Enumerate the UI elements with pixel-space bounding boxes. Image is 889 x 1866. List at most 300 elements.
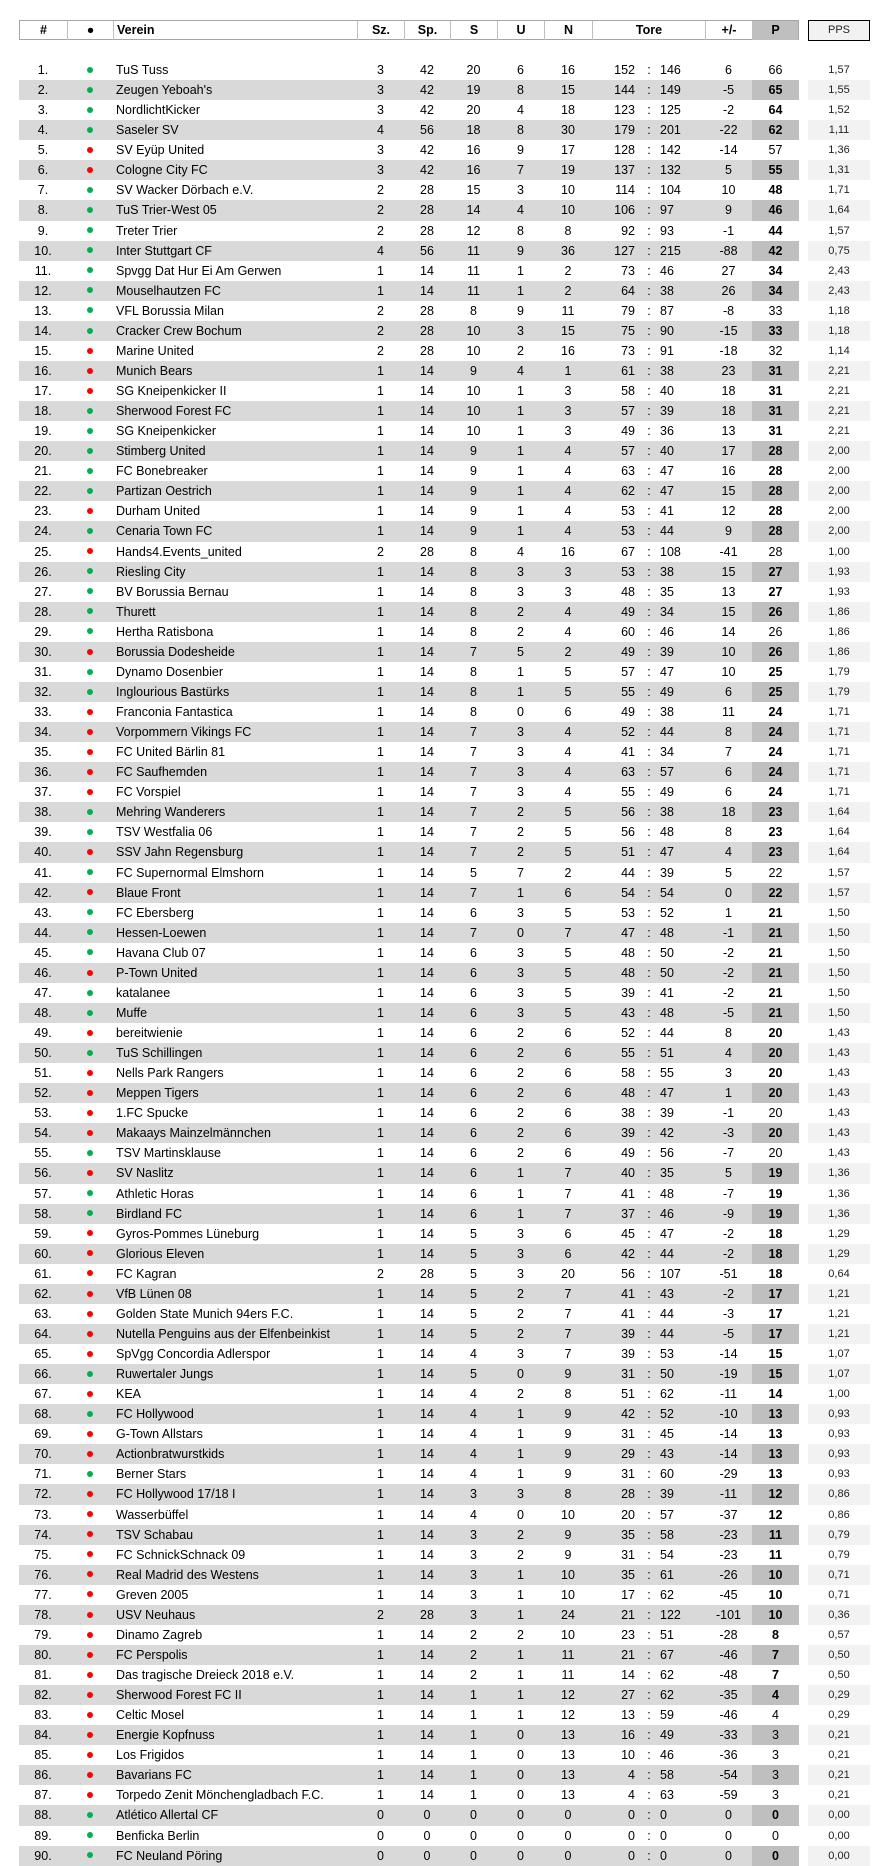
club-name-cell[interactable]: katalanee	[116, 985, 171, 1000]
goals-against-cell: 39	[660, 1487, 674, 1502]
status-cell	[67, 1184, 113, 1204]
pps-cell: 0,50	[828, 1669, 850, 1681]
table-row[interactable]	[0, 923, 889, 943]
table-row[interactable]	[0, 943, 889, 963]
pps-cell: 1,52	[828, 104, 850, 117]
status-cell	[67, 381, 113, 401]
club-name-cell[interactable]: Hessen-Loewen	[116, 925, 207, 940]
draws-cell: 3	[517, 725, 524, 740]
goals-against-cell: 62	[660, 1688, 674, 1703]
table-row[interactable]	[0, 301, 889, 321]
games-cell: 14	[420, 885, 434, 900]
goal-diff-cell: 8	[725, 825, 732, 840]
status-cell	[67, 983, 113, 1003]
games-cell: 14	[420, 1728, 434, 1743]
table-row[interactable]	[0, 1184, 889, 1204]
points-cell: 11	[768, 1527, 783, 1542]
wins-cell: 9	[470, 484, 477, 499]
table-row[interactable]	[0, 1785, 889, 1805]
club-name-cell[interactable]: FC Ebersberg	[116, 905, 194, 920]
status-dot-red-icon	[87, 1752, 93, 1758]
table-row[interactable]	[0, 1585, 889, 1605]
club-name-cell[interactable]: Los Frigidos	[116, 1748, 185, 1763]
club-name-cell[interactable]: Glorious Eleven	[116, 1246, 205, 1261]
table-row[interactable]	[0, 1625, 889, 1645]
club-name-cell[interactable]: G-Town Allstars	[116, 1427, 203, 1442]
table-row[interactable]	[0, 1665, 889, 1685]
points-cell: 15	[768, 1347, 783, 1361]
table-row[interactable]	[0, 1705, 889, 1725]
club-name-cell[interactable]: 1.FC Spucke	[116, 1106, 189, 1121]
losses-cell: 4	[564, 725, 572, 740]
club-name-cell[interactable]: Spvgg Dat Hur Ei Am Gerwen	[116, 263, 282, 278]
club-name-cell[interactable]: VfB Lünen 08	[116, 1286, 192, 1301]
club-name-cell[interactable]: FC Supernormal Elmshorn	[116, 865, 264, 880]
club-name-cell[interactable]: Saseler SV	[116, 123, 179, 138]
status-cell	[67, 1705, 113, 1725]
losses-cell: 12	[561, 1708, 575, 1723]
draws-cell: 1	[517, 664, 524, 679]
table-row[interactable]	[0, 80, 889, 100]
club-name-cell[interactable]: Bavarians FC	[116, 1768, 192, 1783]
games-cell: 14	[420, 1387, 434, 1402]
club-name-cell[interactable]: Riesling City	[116, 564, 186, 579]
table-row[interactable]	[0, 1464, 889, 1484]
goal-diff-cell: -14	[719, 143, 738, 158]
table-row[interactable]	[0, 241, 889, 261]
table-row[interactable]	[0, 461, 889, 481]
goals-for-cell: 31	[621, 1427, 635, 1442]
table-row[interactable]	[0, 742, 889, 762]
wins-cell: 7	[470, 765, 477, 780]
club-name-cell[interactable]: Golden State Munich 94ers F.C.	[116, 1306, 294, 1321]
goals-for-cell: 49	[621, 604, 635, 619]
club-name-cell[interactable]: FC Vorspiel	[116, 785, 181, 800]
games-cell: 56	[420, 123, 434, 138]
table-row[interactable]	[0, 963, 889, 983]
table-row[interactable]	[0, 842, 889, 862]
seasons-cell: 1	[377, 1728, 384, 1743]
club-name-cell[interactable]: Ruwertaler Jungs	[116, 1367, 214, 1382]
club-name-cell[interactable]: NordlichtKicker	[116, 103, 201, 118]
points-cell: 27	[768, 564, 783, 579]
club-name-cell[interactable]: Munich Bears	[116, 363, 193, 378]
club-name-cell[interactable]: VFL Borussia Milan	[116, 303, 224, 318]
losses-cell: 36	[561, 243, 575, 258]
points-cell: 65	[768, 83, 783, 98]
pps-cell: 1,18	[828, 324, 850, 337]
goal-diff-cell: 15	[721, 604, 736, 619]
club-name-cell[interactable]: Mehring Wanderers	[116, 805, 226, 820]
club-name-cell[interactable]: TSV Westfalia 06	[116, 825, 213, 840]
status-dot-red-icon	[87, 1270, 93, 1276]
club-name-cell[interactable]: Birdland FC	[116, 1206, 182, 1221]
club-name-cell[interactable]: Mouselhautzen FC	[116, 283, 221, 298]
table-row[interactable]	[0, 642, 889, 662]
points-cell: 19	[768, 1206, 783, 1221]
status-dot-green-icon	[87, 608, 93, 614]
draws-cell: 7	[517, 163, 524, 178]
status-cell	[67, 1404, 113, 1424]
club-name-cell[interactable]: Celtic Mosel	[116, 1708, 185, 1723]
club-name-cell[interactable]: SV Eyüp United	[116, 143, 205, 158]
table-row[interactable]	[0, 1645, 889, 1665]
table-row[interactable]	[0, 883, 889, 903]
goals-for-cell: 53	[621, 504, 635, 519]
table-row[interactable]	[0, 401, 889, 421]
games-cell: 14	[420, 644, 434, 659]
table-row[interactable]	[0, 1384, 889, 1404]
table-row[interactable]	[0, 1364, 889, 1384]
goals-for-cell: 58	[621, 384, 635, 398]
table-row[interactable]	[0, 441, 889, 461]
club-name-cell[interactable]: FC Neuland Pöring	[116, 1848, 223, 1863]
table-row[interactable]	[0, 562, 889, 582]
goals-against-cell: 49	[660, 785, 674, 800]
status-cell	[67, 562, 113, 582]
pps-cell: 1,29	[828, 1227, 850, 1240]
table-row[interactable]	[0, 1143, 889, 1163]
club-name-cell[interactable]: Inter Stuttgart CF	[116, 243, 212, 258]
club-name-cell[interactable]: TuS Schillingen	[116, 1046, 203, 1061]
table-row[interactable]	[0, 361, 889, 381]
table-row[interactable]	[0, 281, 889, 301]
club-name-cell[interactable]: FC Bonebreaker	[116, 464, 208, 479]
table-row[interactable]	[0, 1525, 889, 1545]
goals-against-cell: 47	[660, 464, 674, 479]
table-row[interactable]	[0, 1123, 889, 1143]
table-row[interactable]	[0, 1063, 889, 1083]
club-name-cell[interactable]: SSV Jahn Regensburg	[116, 845, 244, 860]
table-row[interactable]	[0, 1324, 889, 1344]
club-name-cell[interactable]: Energie Kopfnuss	[116, 1728, 215, 1743]
points-cell: 24	[768, 765, 783, 780]
goals-separator: :	[647, 143, 651, 158]
club-name-cell[interactable]: Sherwood Forest FC	[116, 404, 232, 419]
table-row[interactable]	[0, 1505, 889, 1525]
table-row[interactable]	[0, 1846, 889, 1866]
club-name-cell[interactable]: Nells Park Rangers	[116, 1066, 224, 1081]
club-name-cell[interactable]: Borussia Dodesheide	[116, 644, 235, 659]
table-row[interactable]	[0, 200, 889, 220]
table-row[interactable]	[0, 1043, 889, 1063]
club-name-cell[interactable]: SV Wacker Dörbach e.V.	[116, 183, 254, 198]
rank-cell: 82.	[34, 1688, 52, 1703]
table-row[interactable]	[0, 1484, 889, 1504]
club-name-cell[interactable]: Greven 2005	[116, 1587, 189, 1602]
status-dot-red-icon	[87, 1772, 93, 1778]
table-row[interactable]	[0, 1605, 889, 1625]
column-header-points[interactable]: P	[752, 21, 799, 40]
goals-for-cell: 106	[614, 203, 635, 218]
status-dot-red-icon	[87, 1612, 93, 1618]
club-name-cell[interactable]: Vorpommern Vikings FC	[116, 725, 252, 740]
club-name-cell[interactable]: Das tragische Dreieck 2018 e.V.	[116, 1668, 295, 1682]
table-row[interactable]	[0, 602, 889, 622]
seasons-cell: 4	[377, 243, 384, 258]
status-dot-red-icon	[87, 1632, 93, 1638]
goal-diff-cell: 17	[721, 444, 736, 459]
goals-separator: :	[647, 363, 651, 378]
status-dot-green-icon	[87, 1812, 93, 1818]
club-name-cell[interactable]: Hertha Ratisbona	[116, 624, 214, 639]
goals-for-cell: 51	[621, 1387, 635, 1402]
club-name-cell[interactable]: SV Naslitz	[116, 1166, 174, 1181]
club-name-cell[interactable]: Muffe	[116, 1005, 148, 1020]
club-name-cell[interactable]: TSV Schabau	[116, 1527, 194, 1542]
column-header-rank[interactable]: #	[19, 21, 67, 40]
table-row[interactable]	[0, 120, 889, 140]
seasons-cell: 1	[377, 1226, 384, 1241]
table-row[interactable]	[0, 1565, 889, 1585]
table-row[interactable]	[0, 1023, 889, 1043]
goals-against-cell: 93	[660, 223, 674, 238]
table-row[interactable]	[0, 140, 889, 160]
club-name-cell[interactable]: Durham United	[116, 504, 201, 519]
table-row[interactable]	[0, 1284, 889, 1304]
club-name-cell[interactable]: P-Town United	[116, 965, 198, 980]
table-row[interactable]	[0, 1103, 889, 1123]
pps-cell: 0,57	[828, 1628, 850, 1641]
table-row[interactable]	[0, 1685, 889, 1705]
column-header-losses[interactable]: N	[544, 21, 592, 40]
club-name-cell[interactable]: KEA	[116, 1387, 142, 1402]
table-row[interactable]	[0, 1304, 889, 1324]
table-row[interactable]	[0, 1244, 889, 1264]
status-dot-red-icon	[87, 1230, 93, 1236]
club-name-cell[interactable]: Treter Trier	[116, 223, 178, 238]
table-row[interactable]	[0, 782, 889, 802]
seasons-cell: 1	[377, 745, 384, 760]
club-name-cell[interactable]: Thurett	[116, 604, 156, 619]
club-name-cell[interactable]: FC Kagran	[116, 1266, 177, 1281]
games-cell: 14	[420, 1627, 434, 1642]
draws-cell: 3	[517, 1347, 524, 1361]
table-row[interactable]	[0, 1545, 889, 1565]
table-row[interactable]	[0, 582, 889, 602]
draws-cell: 2	[517, 1126, 524, 1141]
rank-cell: 56.	[34, 1166, 52, 1181]
club-name-cell[interactable]: Hands4.Events_united	[116, 544, 242, 559]
table-row[interactable]	[0, 221, 889, 241]
club-name-cell[interactable]: Zeugen Yeboah's	[116, 83, 213, 98]
draws-cell: 2	[517, 1026, 524, 1040]
goals-for-cell: 63	[621, 765, 635, 780]
draws-cell: 1	[517, 1607, 524, 1622]
games-cell: 14	[420, 1026, 434, 1040]
table-row[interactable]	[0, 903, 889, 923]
status-cell	[67, 80, 113, 100]
table-row[interactable]	[0, 1264, 889, 1284]
club-name-cell[interactable]: BV Borussia Bernau	[116, 584, 229, 599]
table-row[interactable]	[0, 702, 889, 722]
seasons-cell: 0	[377, 1808, 384, 1823]
table-row[interactable]	[0, 60, 889, 80]
club-name-cell[interactable]: Gyros-Pommes Lüneburg	[116, 1226, 260, 1241]
column-header-status[interactable]: ●	[67, 21, 113, 40]
status-dot-red-icon	[87, 1652, 93, 1658]
club-name-cell[interactable]: Wasserbüffel	[116, 1507, 189, 1522]
club-name-cell[interactable]: Meppen Tigers	[116, 1086, 199, 1101]
goals-against-cell: 41	[660, 504, 674, 519]
table-row[interactable]	[0, 1163, 889, 1183]
club-name-cell[interactable]: Atlético Allertal CF	[116, 1808, 219, 1823]
pps-cell: 1,00	[828, 1388, 850, 1401]
status-dot-green-icon	[87, 1832, 93, 1838]
club-name-cell[interactable]: Benficka Berlin	[116, 1828, 200, 1843]
club-name-cell[interactable]: FC Hollywood 17/18 I	[116, 1487, 236, 1502]
club-name-cell[interactable]: Berner Stars	[116, 1467, 187, 1482]
club-name-cell[interactable]: bereitwienie	[116, 1026, 183, 1040]
table-row[interactable]	[0, 321, 889, 341]
seasons-cell: 1	[377, 1788, 384, 1803]
goals-for-cell: 55	[621, 785, 635, 800]
seasons-cell: 2	[377, 544, 384, 559]
club-name-cell[interactable]: Cracker Crew Bochum	[116, 323, 242, 338]
points-cell: 10	[768, 1567, 783, 1582]
table-row[interactable]	[0, 100, 889, 120]
club-name-cell[interactable]: Partizan Oestrich	[116, 484, 212, 499]
table-row[interactable]	[0, 863, 889, 883]
rank-cell: 30.	[34, 644, 52, 659]
club-name-cell[interactable]: Torpedo Zenit Mönchengladbach F.C.	[116, 1788, 324, 1803]
goals-separator: :	[647, 965, 651, 980]
table-row[interactable]	[0, 762, 889, 782]
club-name-cell[interactable]: FC Perspolis	[116, 1647, 188, 1662]
table-row[interactable]	[0, 1344, 889, 1364]
club-name-cell[interactable]: SG Kneipenkicker	[116, 424, 217, 439]
club-name-cell[interactable]: SG Kneipenkicker II	[116, 384, 227, 398]
column-header-games[interactable]: Sp.	[404, 21, 450, 40]
table-row[interactable]	[0, 1404, 889, 1424]
goals-separator: :	[647, 1627, 651, 1642]
table-row[interactable]	[0, 481, 889, 501]
column-header-goals[interactable]: Tore	[592, 21, 705, 40]
club-name-cell[interactable]: Franconia Fantastica	[116, 705, 233, 719]
status-dot-red-icon	[87, 709, 93, 715]
table-row[interactable]	[0, 381, 889, 401]
goals-separator: :	[647, 303, 651, 318]
club-name-cell[interactable]: Havana Club 07	[116, 945, 206, 960]
status-cell	[67, 1625, 113, 1645]
table-row[interactable]	[0, 501, 889, 521]
table-row[interactable]	[0, 341, 889, 361]
club-name-cell[interactable]: Sherwood Forest FC II	[116, 1688, 242, 1703]
club-name-cell[interactable]: Inglourious Bastürks	[116, 684, 230, 699]
column-header-draws[interactable]: U	[497, 21, 544, 40]
table-row[interactable]	[0, 521, 889, 541]
table-row[interactable]	[0, 722, 889, 742]
club-name-cell[interactable]: Athletic Horas	[116, 1186, 194, 1201]
table-row[interactable]	[0, 662, 889, 682]
club-name-cell[interactable]: TuS Tuss	[116, 63, 169, 77]
games-cell: 14	[420, 263, 434, 278]
table-row[interactable]	[0, 1765, 889, 1785]
table-row[interactable]	[0, 1444, 889, 1464]
column-header-seasons[interactable]: Sz.	[357, 21, 404, 40]
column-header-diff[interactable]: +/-	[705, 21, 752, 40]
club-name-cell[interactable]: FC Saufhemden	[116, 765, 208, 780]
table-row[interactable]	[0, 1224, 889, 1244]
club-name-cell[interactable]: SpVgg Concordia Adlerspor	[116, 1347, 271, 1361]
goals-for-cell: 75	[621, 323, 635, 338]
table-row[interactable]	[0, 1204, 889, 1224]
club-name-cell[interactable]: Cologne City FC	[116, 163, 208, 178]
table-row[interactable]	[0, 180, 889, 200]
table-row[interactable]	[0, 1003, 889, 1023]
club-name-cell[interactable]: Dinamo Zagreb	[116, 1627, 203, 1642]
column-header-pps[interactable]: PPS	[808, 20, 870, 41]
wins-cell: 11	[467, 283, 480, 298]
wins-cell: 5	[470, 1246, 477, 1261]
table-row[interactable]	[0, 622, 889, 642]
column-header-club[interactable]: Verein	[113, 21, 357, 40]
games-cell: 14	[420, 1688, 434, 1703]
losses-cell: 4	[564, 624, 572, 639]
club-name-cell[interactable]: Makaays Mainzelmännchen	[116, 1126, 271, 1141]
pps-cell: 0,93	[828, 1428, 850, 1441]
goals-separator: :	[647, 1788, 651, 1803]
club-name-cell[interactable]: Dynamo Dosenbier	[116, 664, 223, 679]
club-name-cell[interactable]: Actionbratwurstkids	[116, 1447, 225, 1462]
club-name-cell[interactable]: Cenaria Town FC	[116, 524, 213, 539]
table-row[interactable]	[0, 421, 889, 441]
points-cell: 26	[768, 624, 783, 639]
table-row[interactable]	[0, 1424, 889, 1444]
losses-cell: 5	[564, 905, 572, 920]
status-cell	[67, 1585, 113, 1605]
table-row[interactable]	[0, 682, 889, 702]
club-name-cell[interactable]: Stimberg United	[116, 444, 206, 459]
goals-separator: :	[647, 1828, 651, 1843]
draws-cell: 1	[517, 444, 524, 459]
table-row[interactable]	[0, 1826, 889, 1846]
club-name-cell[interactable]: TSV Martinsklause	[116, 1146, 221, 1161]
rank-cell: 8.	[37, 203, 49, 218]
table-row[interactable]	[0, 802, 889, 822]
goals-separator: :	[647, 885, 651, 900]
table-row[interactable]	[0, 542, 889, 562]
table-row[interactable]	[0, 822, 889, 842]
games-cell: 14	[420, 1708, 434, 1723]
goal-diff-cell: 0	[725, 1848, 732, 1863]
club-name-cell[interactable]: FC SchnickSchnack 09	[116, 1547, 246, 1562]
club-name-cell[interactable]: Marine United	[116, 343, 194, 358]
club-name-cell[interactable]: Blaue Front	[116, 885, 181, 900]
games-cell: 42	[420, 163, 434, 178]
points-cell: 57	[768, 143, 783, 158]
column-header-wins[interactable]: S	[450, 21, 497, 40]
rank-cell: 63.	[34, 1306, 52, 1321]
status-dot-green-icon	[87, 1852, 93, 1858]
club-name-cell[interactable]: FC United Bärlin 81	[116, 745, 226, 760]
club-name-cell[interactable]: USV Neuhaus	[116, 1607, 196, 1622]
table-row[interactable]	[0, 1725, 889, 1745]
table-row[interactable]	[0, 1805, 889, 1825]
club-name-cell[interactable]: FC Hollywood	[116, 1407, 194, 1422]
club-name-cell[interactable]: Real Madrid des Westens	[116, 1567, 259, 1582]
club-name-cell[interactable]: Nutella Penguins aus der Elfenbeinkist	[116, 1326, 331, 1341]
table-row[interactable]	[0, 983, 889, 1003]
club-name-cell[interactable]: TuS Trier-West 05	[116, 203, 217, 218]
pps-cell: 1,71	[828, 726, 850, 739]
rank-cell: 27.	[34, 584, 52, 599]
table-row[interactable]	[0, 261, 889, 281]
wins-cell: 10	[466, 424, 481, 439]
table-row[interactable]	[0, 1083, 889, 1103]
table-row[interactable]	[0, 1745, 889, 1765]
table-row[interactable]	[0, 160, 889, 180]
